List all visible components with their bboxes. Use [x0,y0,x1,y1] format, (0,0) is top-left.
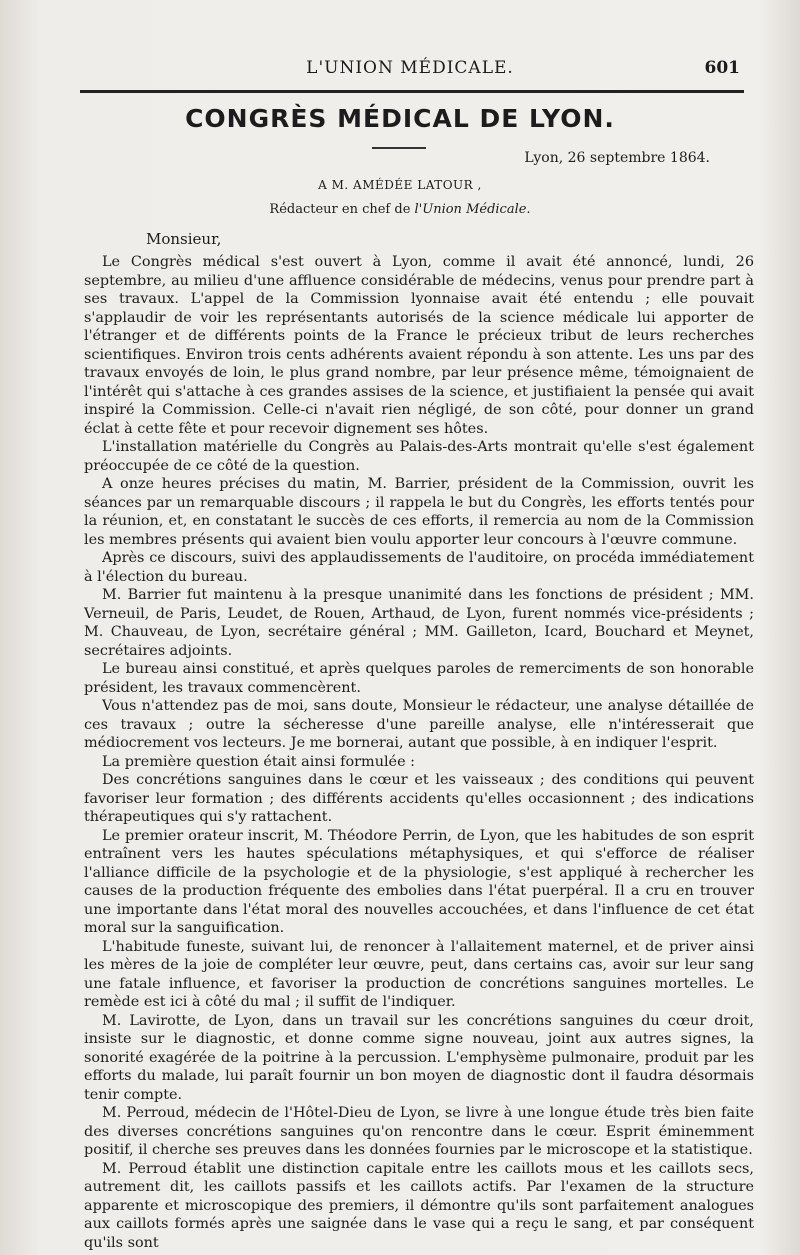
paragraph: M. Perroud, médecin de l'Hôtel-Dieu de Lyon, se livre à une longue étude très bien faite des diverses concrétions sanguines qu'on rencontre dans le cœur. Esprit éminemment positif, il cherche ses preuves dans les données fournies par le microscope et la statistique. [84,1105,754,1158]
journal-title: L'UNION MÉDICALE. [306,58,514,78]
paragraph: Vous n'attendez pas de moi, sans doute, Monsieur le rédacteur, une analyse détaillée de ces travaux ; outre la sécheresse d'une pareille analyse, elle n'intéresserait que médiocrement vos lecteurs. Je me bornerai, autant que possible, à en indiquer l'esprit. [84,698,754,751]
paragraph: L'habitude funeste, suivant lui, de renoncer à l'allaitement maternel, et de priver ainsi les mères de la joie de compléter leur œuvre, peut, dans certains cas, avoir sur leur sang une fatale influence, et favoriser la production de concrétions sanguines mortelles. Le remède est ici à côté du mal ; il suffit de l'indiquer. [84,938,754,1010]
paragraph: M. Lavirotte, de Lyon, dans un travail sur les concrétions sanguines du cœur droit, insiste sur le diagnostic, et donne comme signe nouveau, joint aux autres signes, la sonorité exagérée de la poitrine à la percussion. L'emphysème pulmonaire, produit par les efforts du malade, lui paraît fournir un bon moyen de diagnostic dont il faudra désormais tenir compte. [84,1012,754,1103]
running-head [80,58,740,84]
paragraph: La première question était ainsi formulée : [102,753,416,770]
article-title: CONGRÈS MÉDICAL DE LYON. [185,104,615,133]
addressee-journal: l'Union Médicale. [414,202,531,217]
title-rule [372,147,426,149]
paragraph: Le premier orateur inscrit, M. Théodore Perrin, de Lyon, que les habitudes de son esprit entraînent vers les hautes spéculations métaphysiques, et qui s'efforce de réaliser l'alliance difficile de la psychologie et de la physiologie, s'est appliqué à rechercher les causes de la production fréquente des embolies dans l'état puerpéral. Il a cru en trouver une importante dans l'état moral des nouvelles accouchées, et dans l'influence de cet état moral sur la sanguification. [84,827,754,936]
paragraph: Le bureau ainsi constitué, et après quelques paroles de remerciments de son honorable président, les travaux commencèrent. [84,661,754,696]
salutation: Monsieur, [146,230,222,248]
paragraph: A onze heures précises du matin, M. Barrier, président de la Commission, ouvrit les séances par un remarquable discours ; il rappela le but du Congrès, les efforts tentés pour la réunion, et, en constatant le succès de ces efforts, il remercia au nom de la Commission les membres présents qui avaient bien voulu apporter leur concours à l'œuvre commune. [84,476,754,548]
header-rule [80,90,744,93]
dateline: Lyon, 26 septembre 1864. [524,150,710,166]
addressee-title [0,202,800,217]
paragraph: L'installation matérielle du Congrès au Palais-des-Arts montrait qu'elle s'est également préoccupée de ce côté de la question. [84,439,754,474]
addressee-title-prefix: Rédacteur en chef de [269,202,415,217]
page-number: 601 [704,58,740,78]
paragraph: Le Congrès médical s'est ouvert à Lyon, comme il avait été annoncé, lundi, 26 septembre, au milieu d'une affluence considérable de médecins, venus pour prendre part à ses travaux. L'appel de la Commission lyonnaise avait été entendu ; elle pouvait s'applaudir de voir les représentants autorisés de la science médicale lui apporter de l'étranger et de différents points de la France le précieux tribut de leurs recherches scientifiques. Environ trois cents adhérents avaient répondu à son attente. Les uns par des travaux envoyés de loin, le plus grand nombre, par leur présence même, témoignaient de l'intérêt qui s'attache à ces grandes assises de la science, et justifiaient la pensée qui avait inspiré la Commission. Celle-ci n'avait rien négligé, de son côté, pour donner un grand éclat à cette fête et pour recevoir dignement ses hôtes. [84,254,754,437]
paragraph: M. Barrier fut maintenu à la presque unanimité dans les fonctions de président ; MM. Verneuil, de Paris, Leudet, de Rouen, Arthaud, de Lyon, furent nommés vice-présidents ; M. Chauveau, de Lyon, secrétaire général ; MM. Gailleton, Icard, Bouchard et Meynet, secrétaires adjoints. [84,587,754,659]
paragraph: Des concrétions sanguines dans le cœur et les vaisseaux ; des conditions qui peuvent favoriser leur formation ; des différents accidents qu'elles occasionnent ; des indications thérapeutiques qui s'y rattachent. [84,772,754,825]
addressee: A M. AMÉDÉE LATOUR , [318,178,482,192]
paragraph: Après ce discours, suivi des applaudissements de l'auditoire, on procéda immédiatement à l'élection du bureau. [84,550,754,585]
paragraph: M. Perroud établit une distinction capitale entre les caillots mous et les caillots secs, autrement dit, les caillots passifs et les caillots actifs. Par l'examen de la structure apparente et microscopique des premiers, il démontre qu'ils sont parfaitement analogues aux caillots formés après une saignée dans le vase qui a reçu le sang, et par conséquent qu'ils sont [84,1160,754,1251]
article-body [84,253,754,1252]
